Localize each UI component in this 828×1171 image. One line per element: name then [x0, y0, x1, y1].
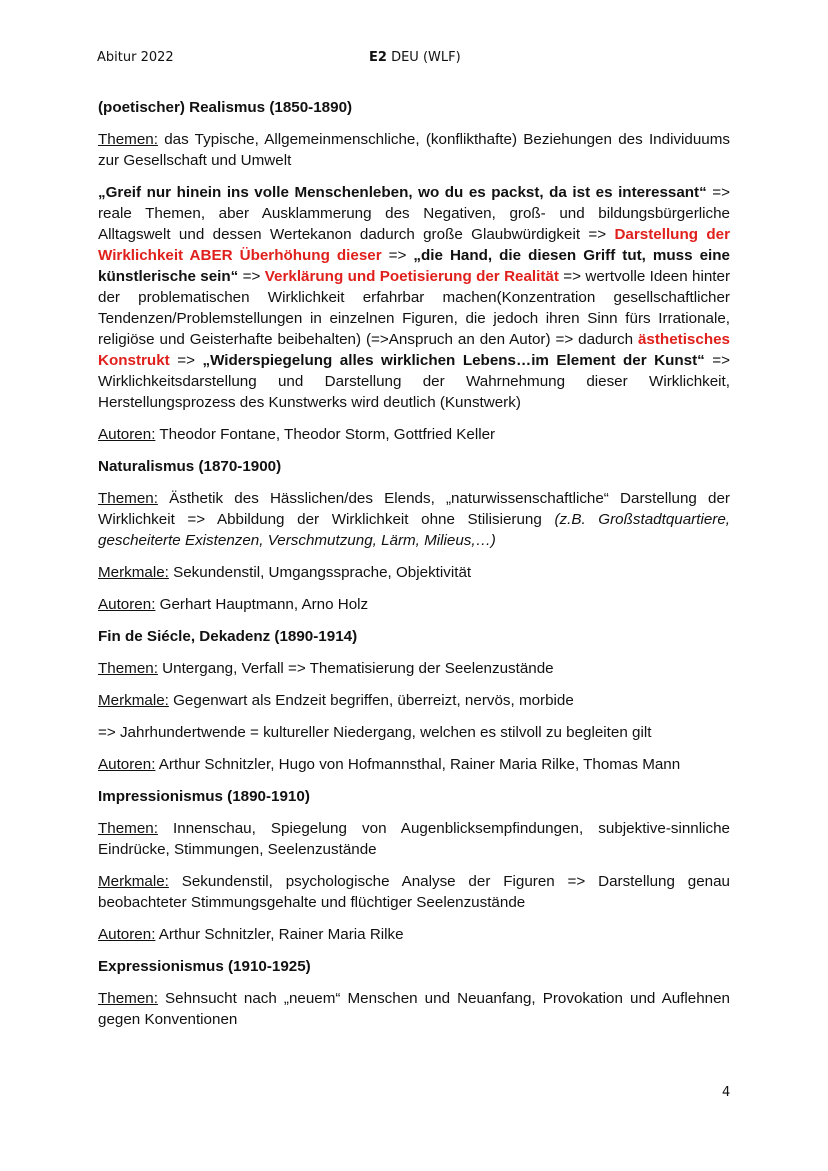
- fin-autoren: [98, 754, 730, 775]
- realismus-body: [98, 182, 730, 413]
- section-title-fin: Fin de Siécle, Dekadenz (1890-1914): [98, 628, 358, 645]
- realismus-themen: [98, 129, 730, 171]
- header-center-bold: E2: [369, 50, 387, 65]
- fin-merkmale: [98, 690, 730, 711]
- highlight-text: ästhetisches Konstrukt: [98, 331, 730, 369]
- autoren-label: Autoren:: [98, 426, 156, 443]
- body-text: =>: [381, 247, 414, 264]
- merkmale-text: Gegenwart als Endzeit begriffen, überreizt, nervös, morbide: [168, 692, 574, 709]
- realismus-autoren: [98, 424, 730, 445]
- autoren-label: Autoren:: [98, 926, 156, 943]
- impressionismus-themen: [98, 818, 730, 860]
- impressionismus-merkmale: [98, 871, 730, 913]
- header-left: Abitur 2022: [97, 50, 174, 65]
- expressionismus-themen: [98, 988, 730, 1030]
- autoren-label: Autoren:: [98, 756, 156, 773]
- body-text: => reale Themen, aber Ausklammerung des Negativen, groß- und bildungsbürgerliche Alltagswelt und dessen Wertekanon dadurch große Glaubwürdigkeit =>: [98, 184, 730, 243]
- autoren-text: Arthur Schnitzler, Rainer Maria Rilke: [155, 926, 404, 943]
- quote-text: „Greif nur hinein ins volle Menschenleben, wo du es packst, da ist es interessant“: [98, 184, 707, 201]
- impressionismus-autoren: [98, 924, 730, 945]
- autoren-text: Arthur Schnitzler, Hugo von Hofmannsthal, Rainer Maria Rilke, Thomas Mann: [155, 756, 681, 773]
- naturalismus-merkmale: [98, 562, 730, 583]
- page-number: 4: [722, 1085, 731, 1100]
- themen-label: Themen:: [98, 820, 158, 837]
- merkmale-text: Sekundenstil, psychologische Analyse der Figuren => Darstellung genau beobachteter Stimmungsgehalte und flüchtiger Seelenzustände: [98, 873, 730, 911]
- themen-text: Ästhetik des Hässlichen/des Elends, „naturwissenschaftliche“ Darstellung der Wirklichkeit => Abbildung der Wirklichkeit ohne Stilisierung: [98, 490, 730, 528]
- naturalismus-autoren: [98, 594, 730, 615]
- body-text: => wertvolle Ideen hinter der problematischen Wirklichkeit erfahrbar machen(Konzentration gesellschaftlicher Tendenzen/Problemstellungen in einzelnen Figuren, die jedoch ihren Sinn fürs Irrationale, religiöse und Geisterhafte beibehalten) (=>Anspruch an den Autor) => dadurch: [98, 268, 731, 348]
- body-text: =>: [238, 268, 265, 285]
- highlight-text: Darstellung der Wirklichkeit ABER Überhöhung dieser: [98, 226, 730, 264]
- fin-themen: [98, 658, 730, 679]
- themen-text: Sehnsucht nach „neuem“ Menschen und Neuanfang, Provokation und Auflehnen gegen Konventionen: [98, 990, 730, 1028]
- quote-text: „die Hand, die diesen Griff tut, muss eine künstlerische sein“: [98, 247, 730, 285]
- themen-label: Themen:: [98, 990, 158, 1007]
- themen-label: Themen:: [98, 490, 158, 507]
- highlight-text: Verklärung und Poetisierung der Realität: [264, 268, 559, 285]
- merkmale-label: Merkmale:: [98, 692, 169, 709]
- body-text: =>: [169, 352, 203, 369]
- merkmale-label: Merkmale:: [98, 873, 169, 890]
- themen-label: Themen:: [98, 660, 158, 677]
- autoren-label: Autoren:: [98, 596, 156, 613]
- autoren-text: Theodor Fontane, Theodor Storm, Gottfried Keller: [155, 426, 496, 443]
- section-title-realismus: (poetischer) Realismus (1850-1890): [98, 99, 353, 116]
- themen-italic: (z.B. Großstadtquartiere, gescheiterte Existenzen, Verschmutzung, Lärm, Milieus,…): [98, 511, 730, 549]
- merkmale-label: Merkmale:: [98, 564, 169, 581]
- themen-label: Themen:: [98, 131, 158, 148]
- header-center-rest: DEU (WLF): [386, 50, 461, 65]
- themen-text: Innenschau, Spiegelung von Augenblicksempfindungen, subjektive-sinnliche Eindrücke, Stimmungen, Seelenzustände: [98, 820, 730, 858]
- quote-text: „Widerspiegelung alles wirklichen Lebens…im Element der Kunst“: [202, 352, 705, 369]
- fin-extra: => Jahrhundertwende = kultureller Niedergang, welchen es stilvoll zu begleiten gilt: [98, 724, 652, 741]
- body-text: => Wirklichkeitsdarstellung und Darstellung der Wahrnehmung dieser Wirklichkeit, Herstellungsprozess des Kunstwerks wird deutlich (Kunstwerk): [98, 352, 730, 411]
- naturalismus-themen: [98, 488, 730, 551]
- themen-text: das Typische, Allgemeinmenschliche, (konflikthafte) Beziehungen des Individuums zur Gesellschaft und Umwelt: [98, 131, 730, 169]
- section-title-naturalismus: Naturalismus (1870-1900): [98, 458, 282, 475]
- themen-text: Untergang, Verfall => Thematisierung der Seelenzustände: [157, 660, 554, 677]
- autoren-text: Gerhart Hauptmann, Arno Holz: [155, 596, 369, 613]
- merkmale-text: Sekundenstil, Umgangssprache, Objektivität: [168, 564, 472, 581]
- header-center: [369, 50, 461, 65]
- section-title-impressionismus: Impressionismus (1890-1910): [98, 788, 310, 805]
- page-content: [98, 97, 730, 1041]
- section-title-expressionismus: Expressionismus (1910-1925): [98, 958, 311, 975]
